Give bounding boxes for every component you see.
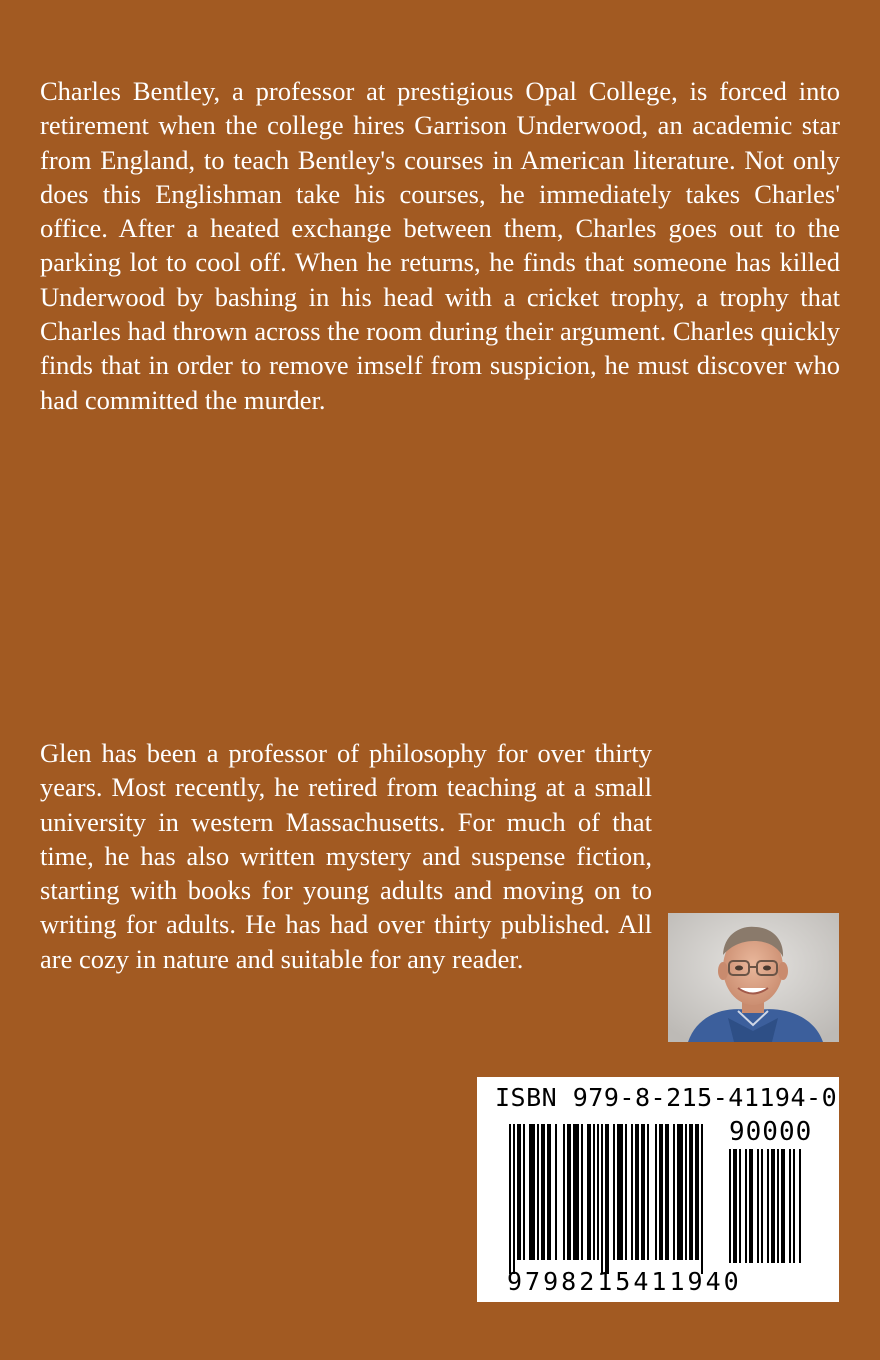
ean-barcode-bars <box>509 1124 711 1274</box>
author-portrait-image <box>668 913 839 1042</box>
isbn-barcode <box>477 1077 839 1302</box>
author-photo <box>668 913 839 1042</box>
price-addon-number: 90000 <box>729 1117 813 1147</box>
author-bio: Glen has been a professor of philosophy for over thirty years. Most recently, he retired from teaching at a small university in western Massachusetts. For much of that time, he has also written mystery and suspense fiction, starting with books for young adults and moving on to writing for adults. He has had over thirty published. All are cozy in nature and suitable for any reader. <box>40 738 652 974</box>
ean-number: 9798215411940 <box>507 1267 742 1296</box>
addon-barcode-bars <box>729 1149 821 1277</box>
isbn-label: ISBN 979-8-215-41194-0 <box>495 1083 838 1112</box>
book-synopsis: Charles Bentley, a professor at prestigious Opal College, is forced into retirement when the college hires Garrison Underwood, an academic star from England, to teach Bentley's courses in American literature. Not only does this Englishman take his courses, he immediately takes Charles' office. After a heated exchange between them, Charles goes out to the parking lot to cool off. When he returns, he finds that someone has killed Underwood by bashing in his head with a cricket trophy, a trophy that Charles had thrown across the room during their argument. Charles quickly finds that in order to remove imself from suspicion, he must discover who had committed the murder. <box>40 76 840 415</box>
